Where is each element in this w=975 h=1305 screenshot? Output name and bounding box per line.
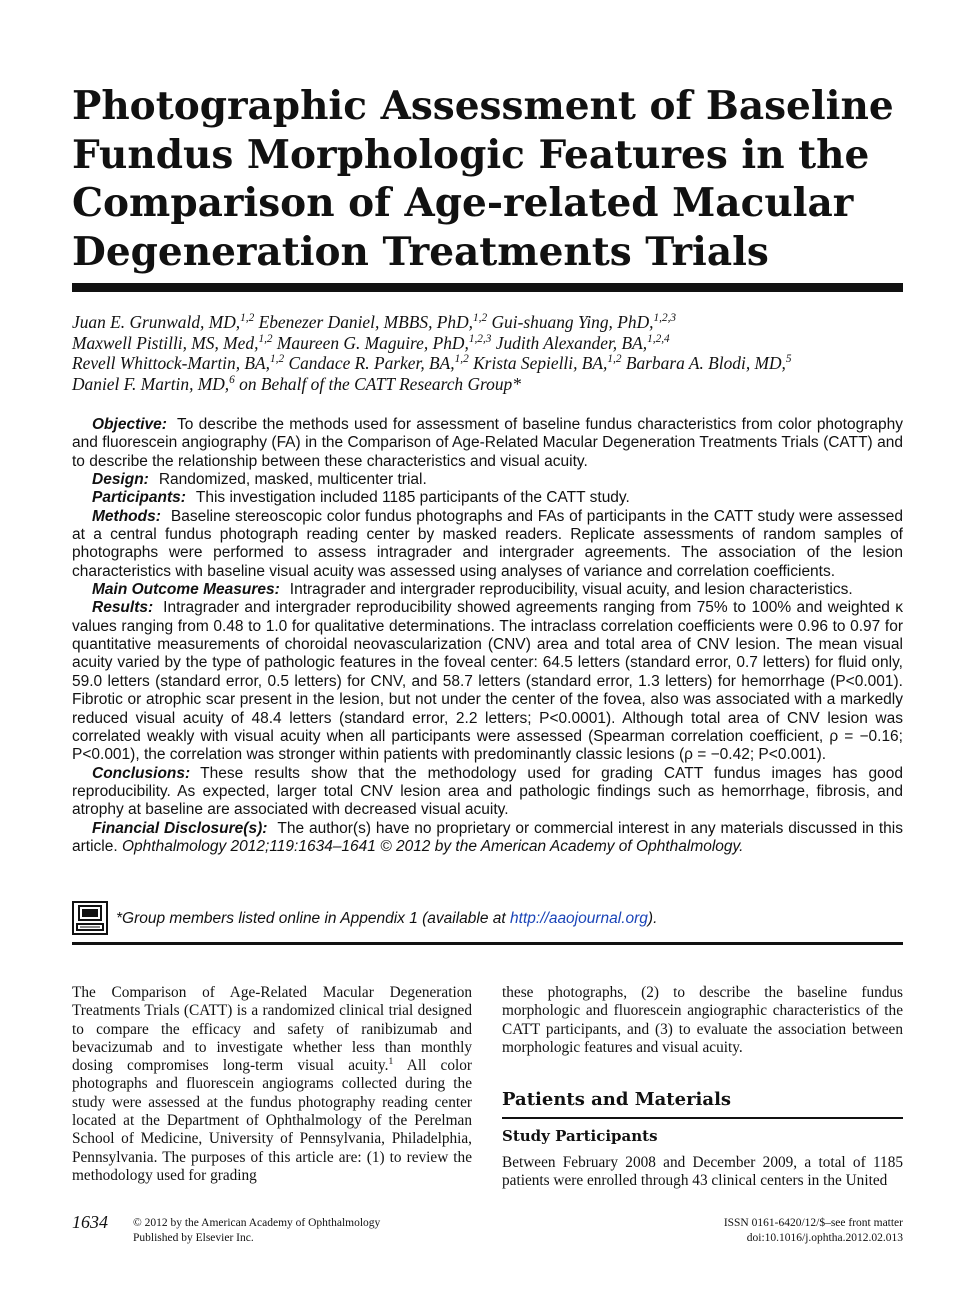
author-name: Judith Alexander, BA, (491, 332, 648, 353)
section-rule (502, 1117, 903, 1119)
author-affiliation: 1,2,3 (653, 312, 677, 325)
author-line (72, 353, 903, 374)
journal-citation: Ophthalmology 2012;119:1634–1641 © 2012 by the American Academy of Ophthalmology. (121, 837, 744, 855)
intro-paragraph (72, 984, 472, 1185)
abstract-divider (72, 942, 903, 945)
reference-marker[interactable]: 1 (388, 1056, 394, 1068)
author-list (72, 312, 903, 394)
publisher-line: Published by Elsevier Inc. (133, 1231, 254, 1244)
abstract-conclusions (72, 765, 903, 820)
abstract-label: Main Outcome Measures: (92, 581, 280, 599)
author-name: Daniel F. Martin, MD, (72, 373, 230, 394)
author-affiliation: 1,2 (258, 332, 273, 345)
title-line: Comparison of Age-related Macular (72, 180, 854, 226)
abstract-design (72, 471, 903, 489)
author-affiliation: 1,2,3 (468, 332, 492, 345)
computer-icon (72, 901, 108, 935)
abstract-label: Methods: (92, 507, 161, 525)
abstract-text: To describe the methods used for assessment of baseline fundus characteristics from color photography and fluorescein angiography (FA) in the Comparison of Age-Related Macular Degeneration Treatments Trials (CATT) and to describe the relationship between these characteristics and visual acuity. (72, 416, 903, 470)
author-name: Krista Sepielli, BA, (468, 353, 608, 374)
author-affiliation: 1,2 (240, 312, 255, 325)
study-participants-paragraph: Between February 2008 and December 2009, a total of 1185 patients were enrolled through 43 clinical centers in the United (502, 1154, 903, 1190)
intro-paragraph-continued: these photographs, (2) to describe the baseline fundus morphologic and fluorescein angiographic characteristics of the CATT participants, and (3) to evaluate the association between morphologic features and visual acuity. (502, 984, 903, 1056)
author-name: Revell Whittock-Martin, BA, (72, 353, 270, 374)
title-line: Degeneration Treatments Trials (72, 228, 769, 275)
group-note-text (116, 910, 657, 928)
author-affiliation: 1,2 (454, 353, 469, 366)
research-group-credit: on Behalf of the CATT Research Group* (234, 373, 521, 394)
title-line: Fundus Morphologic Features in the (72, 131, 870, 178)
abstract-text: These results show that the methodology used for grading CATT fundus images has good reproducibility. As expected, larger total CNV lesion area and pathologic findings such as hemorrhage, fibrosis, and atrophy at baseline are associated with decreased visual acuity. (72, 764, 903, 819)
abstract-text: Intragrader and intergrader reproducibility, visual acuity, and lesion characteristics. (289, 581, 853, 599)
doi-line: doi:10.1016/j.ophtha.2012.02.013 (746, 1231, 903, 1244)
group-note-prefix: *Group members listed online in Appendix 1 (available at (116, 910, 511, 927)
subsection-heading: Study Participants (502, 1127, 658, 1145)
body-right-column-intro (502, 984, 903, 1057)
title-line: Photographic Assessment of Baseline (72, 83, 894, 129)
abstract-label: Objective: (92, 416, 167, 433)
intro-text-continued: All color photographs and fluorescein angiograms collected during the study were assessed at the fundus photography reading center located at the Department of Ophthalmology of the Perelman School of Medicine, University of Pennsylvania, Philadelphia, Pennsylvania. The purposes of this article are: (1) to review the methodology used for grading (72, 1057, 472, 1184)
abstract-label: Financial Disclosure(s): (92, 819, 268, 837)
group-note-suffix: ). (647, 910, 658, 927)
author-affiliation: 1,2 (607, 353, 622, 366)
abstract-disclosure (72, 820, 903, 857)
author-name: Maureen G. Maguire, PhD, (272, 332, 469, 353)
abstract-participants (72, 489, 903, 507)
abstract-label: Design: (92, 471, 149, 489)
copyright-line: © 2012 by the American Academy of Ophthalmology (133, 1217, 381, 1229)
abstract-label: Participants: (92, 489, 186, 507)
title-divider (72, 283, 903, 292)
group-members-note (72, 901, 903, 937)
abstract-outcome-measures (72, 581, 903, 599)
abstract-methods (72, 508, 903, 581)
abstract-label: Conclusions: (92, 764, 191, 782)
abstract-text: The author(s) have no proprietary or commercial interest in any materials discussed in this article. (72, 819, 903, 855)
author-line (72, 333, 903, 354)
abstract-text: Randomized, masked, multicenter trial. (158, 471, 427, 489)
journal-link[interactable]: http://aaojournal.org (510, 910, 648, 927)
article-title (72, 82, 902, 276)
author-affiliation: 6 (229, 373, 235, 386)
abstract-text: Baseline stereoscopic color fundus photographs and FAs of participants in the CATT study were assessed at a central fundus photograph reading center by masked readers. Replicate assessments of random samples of photographs were performed to assess intragrader and intergrader agreements. The association of the lesion characteristics with baseline visual acuity was assessed using analyses of variance and correlation coefficients. (72, 507, 903, 580)
author-name: Ebenezer Daniel, MBBS, PhD, (254, 312, 474, 332)
issn-line: ISSN 0161-6420/12/$–see front matter (723, 1217, 903, 1229)
footer-copyright (133, 1216, 380, 1245)
page-number: 1634 (72, 1212, 108, 1232)
author-name: Barbara A. Blodi, MD, (621, 353, 786, 374)
author-affiliation: 1,2,4 (647, 332, 670, 345)
author-line (72, 374, 903, 395)
author-name: Juan E. Grunwald, MD, (72, 312, 241, 332)
author-name: Candace R. Parker, BA, (284, 353, 455, 374)
abstract (72, 416, 903, 856)
abstract-label: Results: (92, 599, 154, 617)
study-participants-body (502, 1154, 903, 1191)
abstract-text: Intragrader and intergrader reproducibility showed agreements ranging from 75% to 100% and weighted κ values ranging from 0.48 to 1.0 for qualitative determinations. The intraclass correlation coefficients were 0.96 to 0.97 for quantitative measurements of choroidal neovascularization (CNV) area and total area of CNV lesion. The mean visual acuity varied by the type of pathologic features in the foveal center: 64.5 letters (standard error, 0.7 letters) for fluid only, 59.0 letters (standard error, 0.5 letters) for CNV, and 58.7 letters (standard error, 1.3 letters) for hemorrhage (P<0.001). Fibrotic or atrophic scar present in the lesion, but not under the center of the fovea, also was associated with a markedly reduced visual acuity of 48.4 letters (standard error, 2.2 letters; P<0.0001). Although total area of CNV lesion was correlated weakly with visual acuity when all participants were assessed (Spearman correlation coefficient, ρ = −0.16; P<0.001), the correlation was stronger within patients with predominantly classic lesions (ρ = −0.42; P<0.001). (72, 599, 903, 764)
author-affiliation: 5 (785, 353, 792, 366)
author-name: Gui-shuang Ying, PhD, (487, 312, 654, 332)
abstract-results (72, 599, 903, 764)
intro-text: The Comparison of Age-Related Macular Degeneration Treatments Trials (CATT) is a randomized clinical trial designed to compare the efficacy and safety of ranibizumab and bevacizumab and to investigate whether less than monthly dosing compromises long-term visual acuity. (72, 984, 472, 1075)
author-line (72, 312, 903, 333)
footer-identifiers (724, 1216, 903, 1245)
abstract-objective (72, 416, 903, 471)
author-affiliation: 1,2 (473, 312, 488, 325)
body-left-column (72, 984, 472, 1185)
section-heading: Patients and Materials (502, 1089, 732, 1110)
author-affiliation: 1,2 (270, 353, 285, 366)
author-name: Maxwell Pistilli, MS, Med, (72, 332, 259, 353)
abstract-text: This investigation included 1185 participants of the CATT study. (195, 489, 630, 507)
